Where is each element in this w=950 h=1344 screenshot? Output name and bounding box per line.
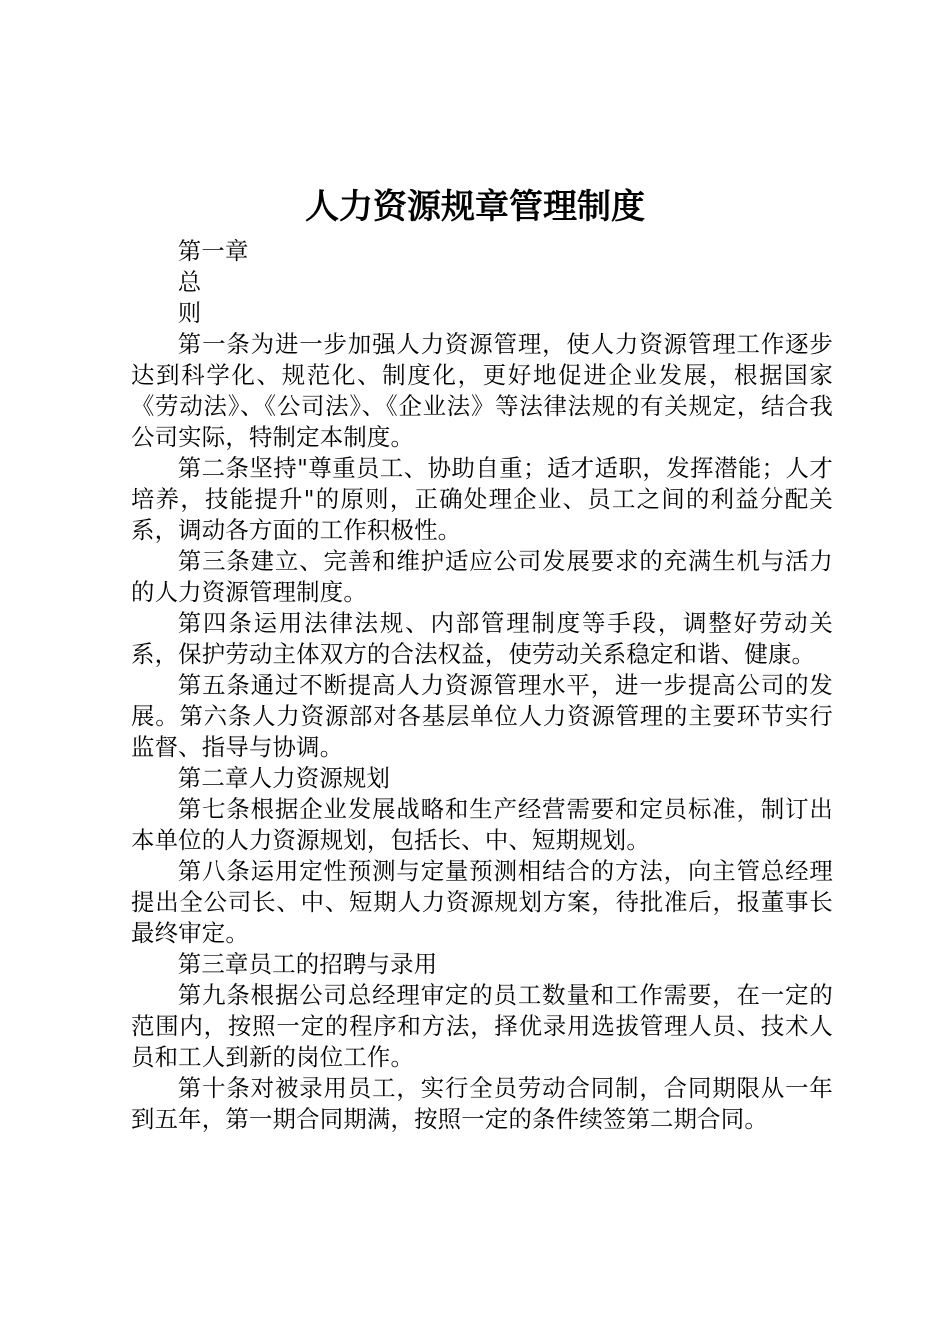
chapter-1-heading-line: 总 [177, 268, 202, 296]
chapter-2-heading: 第二章人力资源规划 [177, 764, 391, 792]
document-title: 人力资源规章管理制度 [305, 187, 645, 227]
chapter-3-heading: 第三章员工的招聘与录用 [177, 950, 438, 978]
article-5-6: 第五条通过不断提高人力资源管理水平，进一步提高公司的发展。第六条人力资源部对各基层单位人力资源管理的主要环节实行监督、指导与协调。 [131, 671, 833, 761]
article-8: 第八条运用定性预测与定量预测相结合的方法，向主管总经理提出全公司长、中、短期人力资源规划方案，待批准后，报董事长最终审定。 [131, 857, 833, 947]
document-body [131, 236, 833, 1135]
article-1: 第一条为进一步加强人力资源管理，使人力资源管理工作逐步达到科学化、规范化、制度化，更好地促进企业发展，根据国家《劳动法》、《公司法》、《企业法》等法律法规的有关规定，结合我公司实际，特制定本制度。 [131, 330, 833, 451]
article-3: 第三条建立、完善和维护适应公司发展要求的充满生机与活力的人力资源管理制度。 [131, 547, 833, 606]
article-4: 第四条运用法律法规、内部管理制度等手段，调整好劳动关系，保护劳动主体双方的合法权益，使劳动关系稳定和谐、健康。 [131, 609, 833, 668]
article-9: 第九条根据公司总经理审定的员工数量和工作需要，在一定的范围内，按照一定的程序和方法，择优录用选拔管理人员、技术人员和工人到新的岗位工作。 [131, 981, 833, 1071]
chapter-1-heading [131, 236, 833, 329]
article-2: 第二条坚持"尊重员工、协助自重；适才适职，发挥潜能；人才培养，技能提升"的原则，正确处理企业、员工之间的利益分配关系，调动各方面的工作积极性。 [131, 454, 833, 544]
article-10: 第十条对被录用员工，实行全员劳动合同制，合同期限从一年到五年，第一期合同期满，按照一定的条件续签第二期合同。 [131, 1074, 833, 1133]
chapter-1-heading-line: 则 [177, 299, 202, 327]
article-7: 第七条根据企业发展战略和生产经营需要和定员标准，制订出本单位的人力资源规划，包括长、中、短期规划。 [131, 795, 833, 854]
chapter-1-heading-line: 第一章 [177, 237, 249, 265]
